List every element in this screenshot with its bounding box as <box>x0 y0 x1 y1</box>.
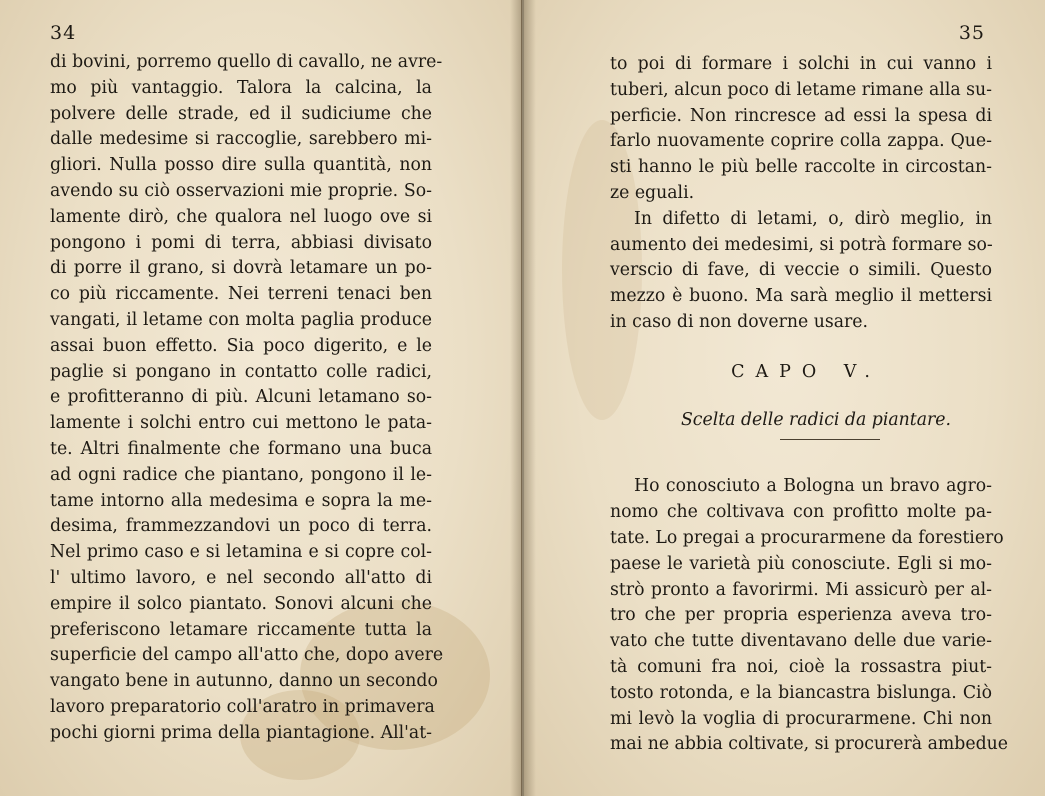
text-line: to poi di formare i solchi in cui vanno i <box>610 54 992 74</box>
text-line: pochi giorni prima della piantagione. All'at- <box>50 722 432 743</box>
text-line: tuberi, alcun poco di letame rimane alla su- <box>610 79 992 100</box>
text-line: vato che tutte diventavano delle due varie- <box>610 631 992 652</box>
text-line: di bovini, porremo quello di cavallo, ne avre- <box>50 52 443 72</box>
text-line: vangato bene in autunno, danno un secondo <box>50 671 438 692</box>
text-line: superficie del campo all'atto che, dopo avere <box>50 645 444 666</box>
left-page-text <box>50 50 444 747</box>
chapter-subtitle-text: Scelta delle radici da piantare. <box>680 409 952 430</box>
text-line: vangati, il letame con molta paglia produce <box>50 309 432 330</box>
text-line: tate. Lo pregai a procurarmene da forestiero <box>610 527 1004 548</box>
text-line: lamente dirò, che qualora nel luogo ove si <box>50 206 432 227</box>
left-page-number: 34 <box>50 22 77 44</box>
text-line: paglie si pongano in contatto colle radici, <box>50 361 432 382</box>
text-line: tame intorno alla medesima e sopra la me- <box>50 490 432 511</box>
text-line: assai buon effetto. Sia poco digerito, e le <box>50 335 432 356</box>
chapter-subtitle <box>610 408 992 441</box>
text-line: ad ogni radice che piantano, pongono il le- <box>50 464 432 485</box>
text-line: e profitteranno di più. Alcuni letamano so- <box>50 387 432 408</box>
text-line: aumento dei medesimi, si potrà formare so- <box>610 234 993 255</box>
text-line: tà comuni fra noi, cioè la rossastra piut- <box>610 656 992 677</box>
paragraph <box>610 52 992 207</box>
text-line: In difetto di letami, o, dirò meglio, in <box>634 208 992 229</box>
right-page-text <box>610 52 1008 758</box>
paragraph <box>610 207 992 336</box>
text-line: in caso di non doverne usare. <box>610 311 868 332</box>
chapter-title: CAPO V. <box>731 361 881 382</box>
text-line: desima, frammezzandovi un poco di terra. <box>50 516 432 537</box>
text-line: l' ultimo lavoro, e nel secondo all'atto di <box>50 567 432 588</box>
text-line: avendo su ciò osservazioni mie proprie. So- <box>50 180 432 201</box>
right-page <box>522 0 1045 796</box>
text-line: mezzo è buono. Ma sarà meglio il mettersi <box>610 286 992 307</box>
text-line: verscio di fave, di veccie o simili. Questo <box>610 260 992 281</box>
text-line: pongono i pomi di terra, abbiasi divisato <box>50 232 432 253</box>
left-page <box>0 0 522 796</box>
text-line: empire il solco piantato. Sonovi alcuni che <box>50 593 432 614</box>
text-line: preferiscono letamare riccamente tutta la <box>50 619 432 640</box>
text-line: lamente i solchi entro cui mettono le pata- <box>50 413 432 434</box>
paragraph <box>610 474 1008 758</box>
text-line: co più riccamente. Nei terreni tenaci ben <box>50 284 432 305</box>
text-line: Ho conosciuto a Bologna un bravo agro- <box>634 476 992 497</box>
subtitle-rule <box>780 439 880 440</box>
text-line: gliori. Nulla posso dire sulla quantità, non <box>50 155 432 176</box>
text-line: ze eguali. <box>610 182 695 203</box>
text-line: strò pronto a favorirmi. Mi assicurò per al- <box>610 579 992 600</box>
text-line: tosto rotonda, e la biancastra bislunga. Ciò <box>610 682 992 703</box>
text-line: mi levò la voglia di procurarmene. Chi non <box>610 708 992 729</box>
text-line: dalle medesime si raccoglie, sarebbero mi- <box>50 129 432 150</box>
text-line: mo più vantaggio. Talora la calcina, la <box>50 77 432 98</box>
text-line: lavoro preparatorio coll'aratro in primavera <box>50 696 435 717</box>
text-line: polvere delle strade, ed il sudiciume che <box>50 103 432 124</box>
text-line: mai ne abbia coltivate, si procurerà ambedue <box>610 734 1008 755</box>
text-line: di porre il grano, si dovrà letamare un po- <box>50 258 432 279</box>
text-line: Nel primo caso e si letamina e si copre col- <box>50 542 432 563</box>
text-line: nomo che coltivava con profitto molte pa- <box>610 502 992 523</box>
text-line: te. Altri finalmente che formano una buca <box>50 438 432 459</box>
text-line: sti hanno le più belle raccolte in circostan- <box>610 157 992 178</box>
text-line: paese le varietà più conosciute. Egli si mo- <box>610 553 992 574</box>
text-line: tro che per propria esperienza aveva tro- <box>610 605 992 626</box>
text-line: perficie. Non rincresce ad essi la spesa di <box>610 105 992 126</box>
text-line: farlo nuovamente coprire colla zappa. Que- <box>610 131 992 152</box>
right-page-number: 35 <box>958 22 985 44</box>
